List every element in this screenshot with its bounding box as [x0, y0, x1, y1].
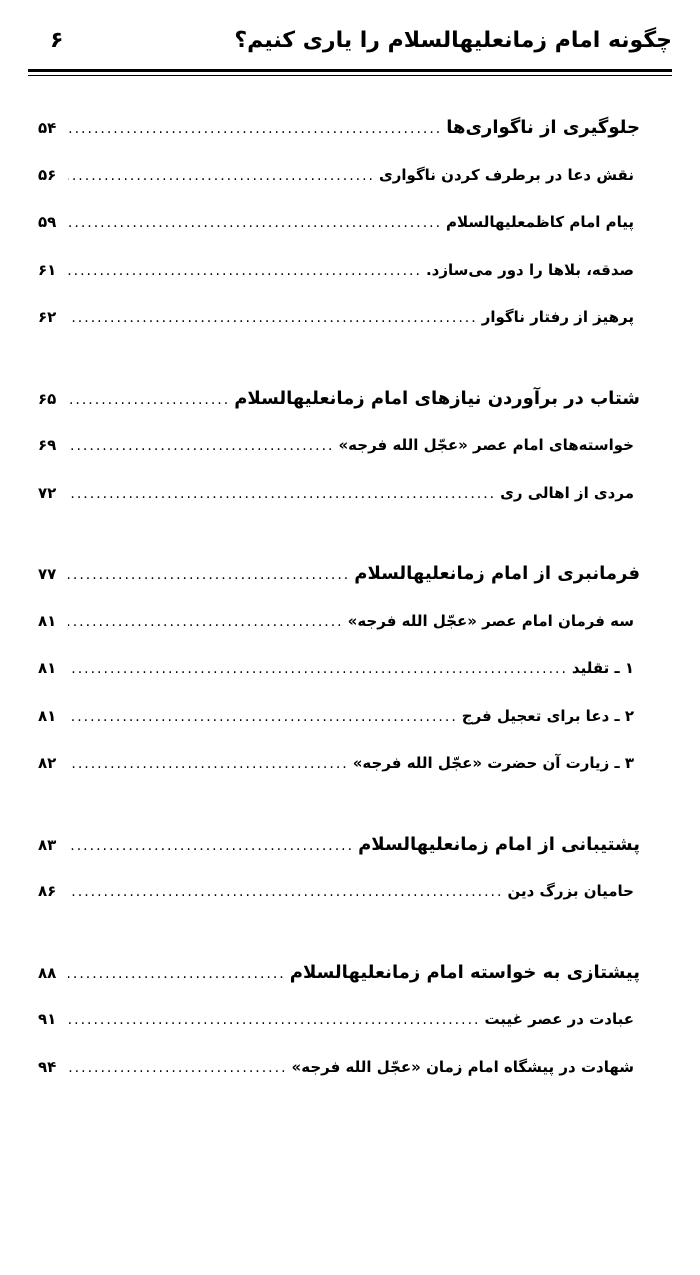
toc-subentry-page-number: ۸۶: [38, 882, 57, 900]
toc-subentry[interactable]: [38, 868, 640, 916]
toc-subentry-label: عبادت در عصر غیبت: [484, 1010, 634, 1028]
table-of-contents: [38, 104, 640, 1124]
dot-leader: [68, 377, 230, 425]
toc-subentry-label: پرهیز از رفتار ناگوار: [481, 308, 634, 326]
dot-leader: [68, 471, 496, 519]
toc-subentry[interactable]: [38, 598, 640, 646]
dot-leader: [68, 599, 344, 647]
dot-leader: [68, 423, 334, 471]
dot-leader: [68, 869, 503, 917]
toc-chapter-entry-label: پیشتازی به خواسته امام زمانعليهالسلام: [289, 961, 640, 983]
header-rule-thin: [28, 75, 672, 76]
toc-subentry-page-number: ۵۶: [38, 165, 57, 184]
toc-chapter-entry-page-number: ۸۳: [38, 835, 57, 854]
toc-subentry[interactable]: [38, 1044, 640, 1092]
page-number: ۶: [50, 28, 64, 53]
toc-subentry-label: سه فرمان امام عصر «عجّل الله فرجه»: [347, 611, 634, 630]
dot-leader: [68, 552, 350, 600]
toc-chapter-entry[interactable]: [38, 821, 640, 869]
toc-subentry[interactable]: [38, 470, 640, 518]
toc-subentry-page-number: ۹۴: [38, 1057, 57, 1076]
toc-subentry[interactable]: [38, 247, 640, 295]
toc-subentry-page-number: ۸۱: [38, 611, 57, 630]
toc-subentry-page-number: ۸۱: [38, 706, 57, 725]
dot-leader: [68, 248, 422, 296]
dot-leader: [68, 153, 375, 201]
toc-subentry-label: شهادت در پیشگاه امام زمان «عجّل الله فرجه»: [291, 1057, 634, 1076]
toc-chapter-entry-page-number: ۷۷: [38, 565, 57, 583]
toc-subentry[interactable]: [38, 422, 640, 470]
toc-subentry[interactable]: [38, 645, 640, 693]
toc-subentry[interactable]: [38, 152, 640, 200]
toc-subentry-label: نقش دعا در برطرف کردن ناگواری: [379, 165, 634, 184]
toc-section: [38, 550, 640, 788]
toc-chapter-entry-page-number: ۸۸: [38, 963, 57, 982]
toc-chapter-entry[interactable]: [38, 375, 640, 423]
dot-leader: [68, 295, 478, 343]
toc-chapter-entry-label: پشتیبانی از امام زمانعليهالسلام: [358, 833, 640, 855]
dot-leader: [68, 106, 442, 154]
dot-leader: [68, 823, 354, 871]
toc-subentry-label: حامیان بزرگ دین: [507, 882, 634, 900]
dot-leader: [68, 646, 568, 694]
toc-subentry-page-number: ۸۱: [38, 659, 57, 677]
toc-chapter-entry-page-number: ۵۴: [38, 119, 57, 137]
toc-subentry[interactable]: [38, 740, 640, 788]
header-rule-thick: [28, 69, 672, 72]
toc-section: [38, 375, 640, 518]
toc-chapter-entry-page-number: ۶۵: [38, 389, 57, 408]
dot-leader: [68, 741, 349, 789]
toc-chapter-entry[interactable]: [38, 949, 640, 997]
toc-chapter-entry-label: شتاب در برآوردن نیازهای امام زمانعليهالسلام: [234, 387, 640, 409]
toc-chapter-entry[interactable]: [38, 104, 640, 152]
toc-subentry-label: ۳ ـ زیارت آن حضرت «عجّل الله فرجه»: [352, 754, 634, 772]
toc-subentry-label: مردی از اهالی ری: [500, 483, 634, 502]
toc-subentry-page-number: ۹۱: [38, 1010, 57, 1028]
dot-leader: [68, 1045, 288, 1093]
toc-subentry[interactable]: [38, 199, 640, 247]
toc-subentry-label: ۲ ـ دعا برای تعجیل فرج: [461, 706, 634, 725]
toc-subentry-page-number: ۷۲: [38, 483, 57, 502]
toc-chapter-entry[interactable]: [38, 550, 640, 598]
toc-subentry-label: صدقه، بلاها را دور می‌سازد.: [425, 260, 634, 279]
running-header-title: چگونه امام زمانعليهالسلام را یاری کنیم؟: [234, 28, 672, 53]
toc-section: [38, 949, 640, 1092]
toc-subentry-page-number: ۶۹: [38, 436, 57, 454]
toc-subentry-page-number: ۸۲: [38, 754, 57, 772]
toc-subentry-label: ۱ ـ تقلید: [571, 659, 634, 677]
toc-subentry-label: پیام امام کاظمعليهالسلام: [446, 213, 634, 231]
running-header: [28, 28, 672, 68]
toc-chapter-entry-label: جلوگیری از ناگواری‌ها: [446, 117, 640, 138]
toc-subentry-page-number: ۶۱: [38, 260, 57, 279]
toc-subentry-page-number: ۵۹: [38, 213, 57, 231]
dot-leader: [68, 997, 480, 1045]
toc-subentry-label: خواسته‌های امام عصر «عجّل الله فرجه»: [338, 436, 634, 454]
toc-subentry[interactable]: [38, 996, 640, 1044]
toc-subentry-page-number: ۶۲: [38, 308, 57, 326]
dot-leader: [68, 694, 458, 742]
toc-section: [38, 821, 640, 916]
toc-subentry[interactable]: [38, 693, 640, 741]
dot-leader: [68, 200, 442, 248]
toc-subentry[interactable]: [38, 294, 640, 342]
toc-section: [38, 104, 640, 342]
dot-leader: [68, 951, 286, 999]
toc-chapter-entry-label: فرمانبری از امام زمانعليهالسلام: [354, 563, 640, 584]
